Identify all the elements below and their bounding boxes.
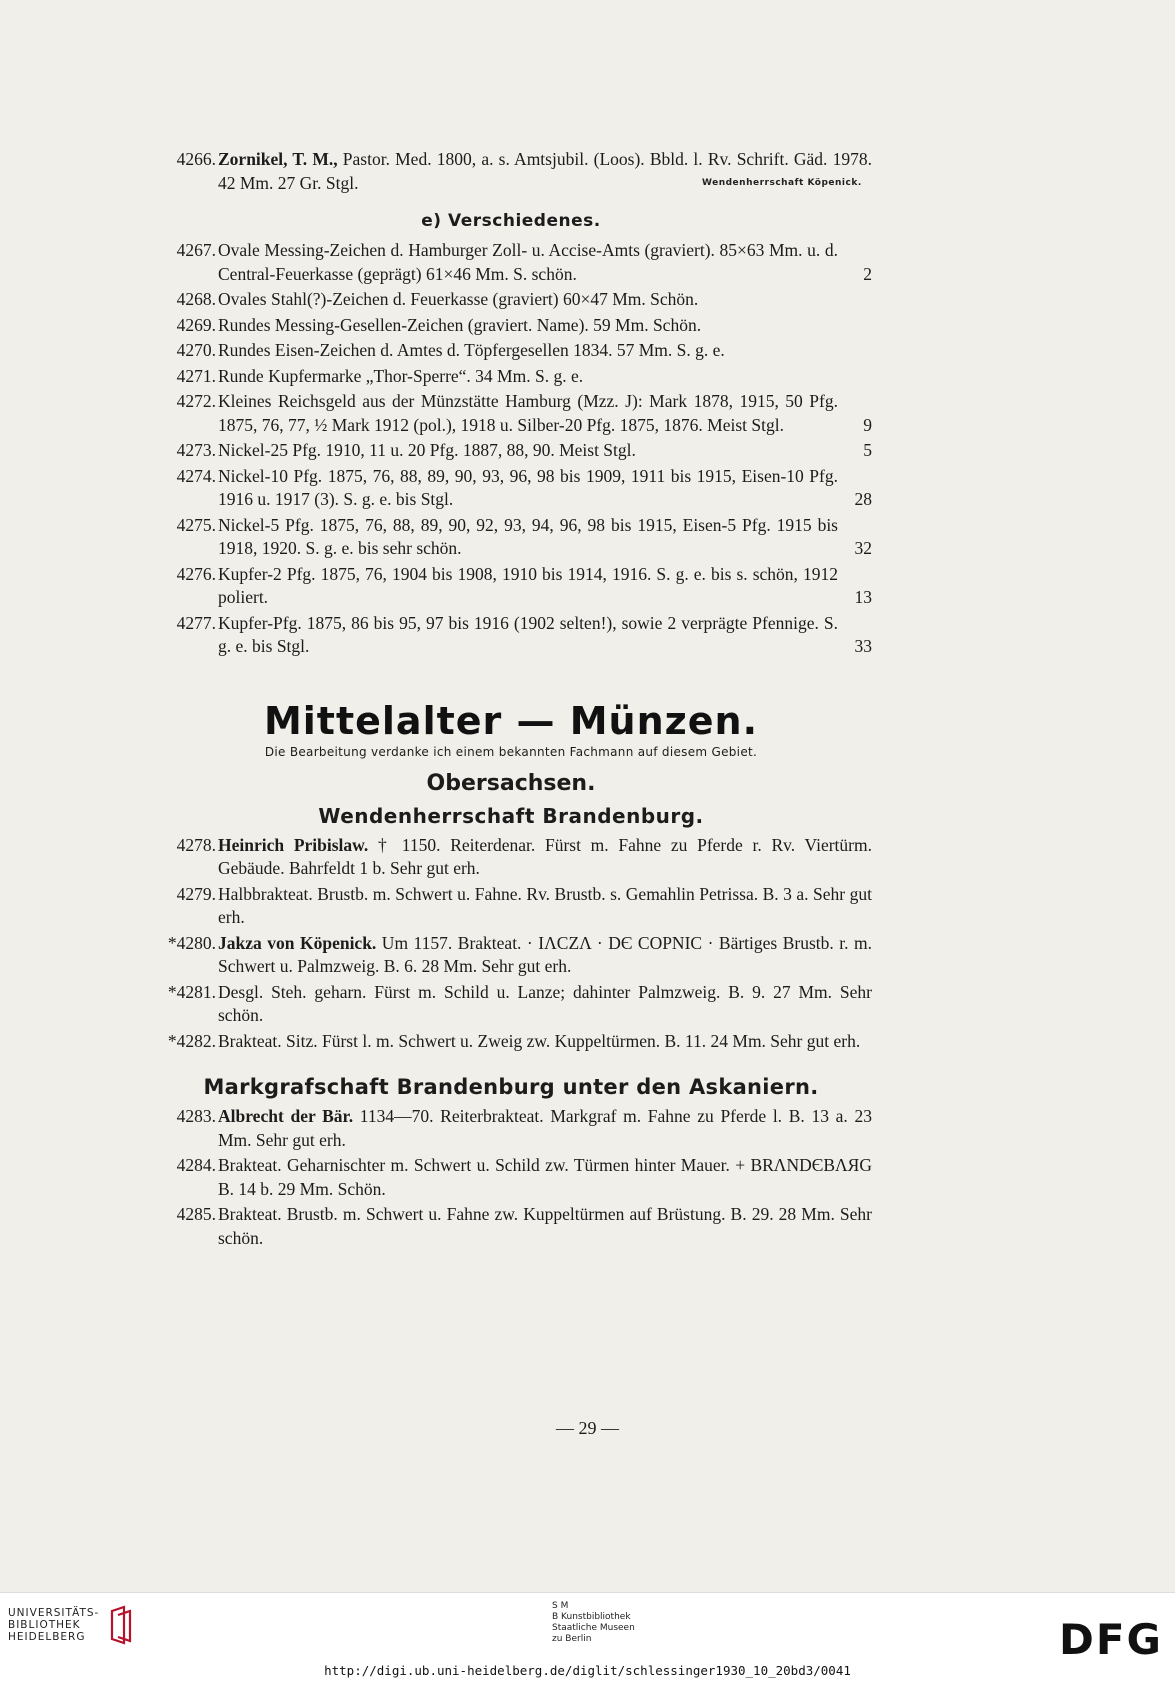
lot-price: 28 — [854, 489, 872, 509]
lot-number: 4285. — [176, 1204, 216, 1224]
lot-text: Brakteat. Sitz. Fürst l. m. Schwert u. Zweig zw. Kuppeltürmen. B. 11. 24 Mm. Sehr gut erh. — [218, 1030, 861, 1051]
lot-description — [218, 314, 872, 338]
lot-text: Kupfer-2 Pfg. 1875, 76, 1904 bis 1908, 1910 bis 1914, 1916. S. g. e. bis s. schön, 1912 poliert. — [218, 563, 838, 607]
catalog-entry — [150, 465, 872, 512]
lot-number: 4278. — [176, 834, 216, 855]
lot-description — [218, 1203, 872, 1250]
lot-text: Brakteat. Brustb. m. Schwert u. Fahne zw. Kuppeltürmen auf Brüstung. B. 29. 28 Mm. Sehr schön. — [218, 1204, 872, 1248]
library-name-line: UNIVERSITÄTS- — [8, 1607, 100, 1619]
lot-text: Nickel-25 Pfg. 1910, 11 u. 20 Pfg. 1887, 88, 90. Meist Stgl. — [218, 440, 636, 460]
catalog-entry — [150, 883, 872, 930]
editor-note: Die Bearbeitung verdanke ich einem bekannten Fachmann auf diesem Gebiet. — [264, 744, 758, 759]
catalog-entry — [150, 339, 872, 363]
lot-number: 4266. — [176, 149, 216, 169]
catalog-page — [150, 148, 872, 1252]
subheading-koepenick: Wendenherrschaft Köpenick. — [702, 178, 862, 188]
lot-description — [218, 563, 872, 610]
catalog-entry — [150, 1154, 872, 1201]
lot-heading: Heinrich Pribislaw. — [218, 834, 369, 855]
entry-list-askanier — [150, 1105, 872, 1250]
lot-text: Nickel-5 Pfg. 1875, 76, 88, 89, 90, 92, 93, 94, 96, 98 bis 1915, Eisen-5 Pfg. 1915 bis 1918, 1920. S. g. e. bis sehr schön. — [218, 514, 838, 558]
lot-heading: Zornikel, T. M., — [218, 149, 338, 169]
lot-description — [218, 365, 872, 389]
lot-price: 33 — [854, 636, 872, 656]
lot-text: Kleines Reichsgeld aus der Münzstätte Hamburg (Mzz. J): Mark 1878, 1915, 50 Pfg. 1875, 76, 77, ½ Mark 1912 (pol.), 1918 u. Silber-20 Pfg. 1875, 1876. Meist Stgl. — [218, 391, 838, 435]
lot-description — [218, 390, 872, 437]
catalog-entry — [150, 439, 872, 463]
lot-number: *4280. — [167, 932, 216, 953]
subheading-brandenburg: Wendenherrschaft Brandenburg. — [318, 803, 704, 828]
lot-description — [218, 439, 872, 463]
region-heading: Obersachsen. — [426, 770, 596, 796]
catalog-entry — [150, 981, 872, 1028]
dfg-logo: DFG — [1058, 1615, 1163, 1664]
stamp-line: S M — [552, 1601, 569, 1611]
lot-price: 5 — [863, 440, 872, 460]
catalog-entry — [150, 239, 872, 286]
lot-description — [218, 834, 872, 881]
lot-text: Rundes Eisen-Zeichen d. Amtes d. Töpfergesellen 1834. 57 Mm. S. g. e. — [218, 340, 725, 360]
catalog-entry — [150, 1105, 872, 1152]
lot-text: Rundes Messing-Gesellen-Zeichen (graviert. Name). 59 Mm. Schön. — [218, 314, 702, 335]
lot-price: 13 — [854, 587, 872, 607]
lot-number: 4276. — [176, 563, 216, 584]
lot-description — [218, 239, 872, 286]
lot-number: 4283. — [176, 1106, 216, 1126]
lot-number: 4270. — [176, 340, 216, 360]
catalog-entry — [150, 1030, 872, 1054]
page-number: — 29 — — [556, 1418, 619, 1438]
lot-price: 2 — [863, 263, 872, 284]
library-name-line: BIBLIOTHEK — [8, 1619, 81, 1631]
main-heading: Mittelalter — Münzen. — [263, 698, 759, 743]
lot-price: 32 — [854, 538, 872, 558]
lot-description — [218, 932, 872, 979]
stamp-line: B Kunstbibliothek — [552, 1612, 631, 1622]
lot-description — [218, 1154, 872, 1201]
catalog-entry — [150, 834, 872, 881]
lot-description — [218, 612, 872, 659]
lot-heading: Albrecht der Bär. — [218, 1106, 354, 1126]
permalink-url[interactable]: http://digi.ub.uni-heidelberg.de/diglit/schlessinger1930_10_20bd3/0041 — [324, 1663, 851, 1678]
lot-text: Pastor. Med. 1800, a. s. Amtsjubil. (Loos). Bbld. l. Rv. Schrift. Gäd. 1978. 42 Mm. 27 Gr. Stgl. — [218, 149, 872, 193]
lot-description — [218, 981, 872, 1028]
lot-description — [218, 1105, 872, 1152]
lot-number: 4275. — [176, 514, 216, 535]
lot-description — [218, 514, 872, 561]
subheading-askanier: Markgrafschaft Brandenburg unter den Askaniern. — [203, 1075, 819, 1099]
lot-number: 4269. — [176, 314, 216, 335]
lot-number: 4274. — [176, 465, 216, 486]
lot-number: 4267. — [176, 240, 216, 260]
lot-text: Desgl. Steh. geharn. Fürst m. Schild u. Lanze; dahinter Palmzweig. B. 9. 27 Mm. Sehr schön. — [218, 981, 872, 1025]
lot-number: 4272. — [176, 391, 216, 411]
catalog-entry — [150, 365, 872, 389]
lot-number: 4284. — [176, 1155, 216, 1175]
lot-description — [218, 339, 872, 363]
catalog-entry — [150, 314, 872, 338]
lot-description — [218, 1030, 872, 1054]
catalog-entry — [150, 563, 872, 610]
library-logo-icon — [108, 1605, 136, 1645]
lot-number: 4271. — [176, 365, 216, 386]
lot-text: Brakteat. Geharnischter m. Schwert u. Schild zw. Türmen hinter Mauer. + BRΛNDЄBΛЯG B. 14 b. 29 Mm. Schön. — [218, 1155, 872, 1199]
catalog-entry — [150, 390, 872, 437]
lot-text: 1134—70. Reiterbrakteat. Markgraf m. Fahne zu Pferde l. B. 13 a. 23 Mm. Sehr gut erh. — [218, 1106, 872, 1150]
stamp-line: zu Berlin — [552, 1634, 592, 1644]
lot-text: † 1150. Reiterdenar. Fürst m. Fahne zu Pferde r. Rv. Viertürm. Gebäude. Bahrfeldt 1 b. Sehr gut erh. — [218, 834, 872, 878]
lot-heading: Jakza von Köpenick. — [218, 932, 377, 953]
entry-list-verschiedenes — [150, 239, 872, 659]
lot-number: *4281. — [167, 981, 216, 1002]
lot-number: *4282. — [167, 1030, 216, 1051]
lot-description — [218, 288, 872, 312]
lot-text: Runde Kupfermarke „Thor-Sperre“. 34 Mm. S. g. e. — [218, 365, 584, 386]
museum-stamp — [552, 1601, 635, 1645]
viewer-footer — [0, 1592, 1175, 1681]
lot-text: Ovale Messing-Zeichen d. Hamburger Zoll- u. Accise-Amts (graviert). 85×63 Mm. u. d. Central-Feuerkasse (geprägt) 61×46 Mm. S. schön. — [218, 240, 838, 284]
catalog-entry — [150, 612, 872, 659]
lot-text: Ovales Stahl(?)-Zeichen d. Feuerkasse (graviert) 60×47 Mm. Schön. — [218, 289, 699, 309]
lot-text: Nickel-10 Pfg. 1875, 76, 88, 89, 90, 93, 96, 98 bis 1909, 1911 bis 1915, Eisen-10 Pfg. 1916 u. 1917 (3). S. g. e. bis Stgl. — [218, 465, 838, 509]
lot-number: 4273. — [176, 440, 216, 460]
entry-list-koepenick — [150, 932, 872, 1054]
lot-text: Kupfer-Pfg. 1875, 86 bis 95, 97 bis 1916 (1902 selten!), sowie 2 verprägte Pfennige. S. g. e. bis Stgl. — [218, 612, 838, 656]
catalog-entry — [150, 932, 872, 979]
section-heading-verschiedenes: e) Verschiedenes. — [421, 211, 601, 231]
lot-description — [218, 465, 872, 512]
lot-description — [218, 883, 872, 930]
lot-number: 4268. — [176, 289, 216, 309]
lot-text: Um 1157. Brakteat. · IΛCZΛ · DЄ COPNIC · Bärtiges Brustb. r. m. Schwert u. Palmzweig. B. 6. 28 Mm. Sehr gut erh. — [218, 932, 872, 976]
lot-number: 4277. — [176, 612, 216, 633]
lot-text: Halbbrakteat. Brustb. m. Schwert u. Fahne. Rv. Brustb. s. Gemahlin Petrissa. B. 3 a. Sehr gut erh. — [218, 883, 872, 927]
stamp-line: Staatliche Museen — [552, 1623, 635, 1633]
entry-list-brandenburg — [150, 834, 872, 930]
catalog-entry — [150, 1203, 872, 1250]
catalog-entry — [150, 514, 872, 561]
lot-price: 9 — [863, 414, 872, 435]
library-name-line: HEIDELBERG — [8, 1631, 86, 1643]
lot-number: 4279. — [176, 883, 216, 904]
catalog-entry — [150, 288, 872, 312]
library-name — [8, 1607, 99, 1643]
